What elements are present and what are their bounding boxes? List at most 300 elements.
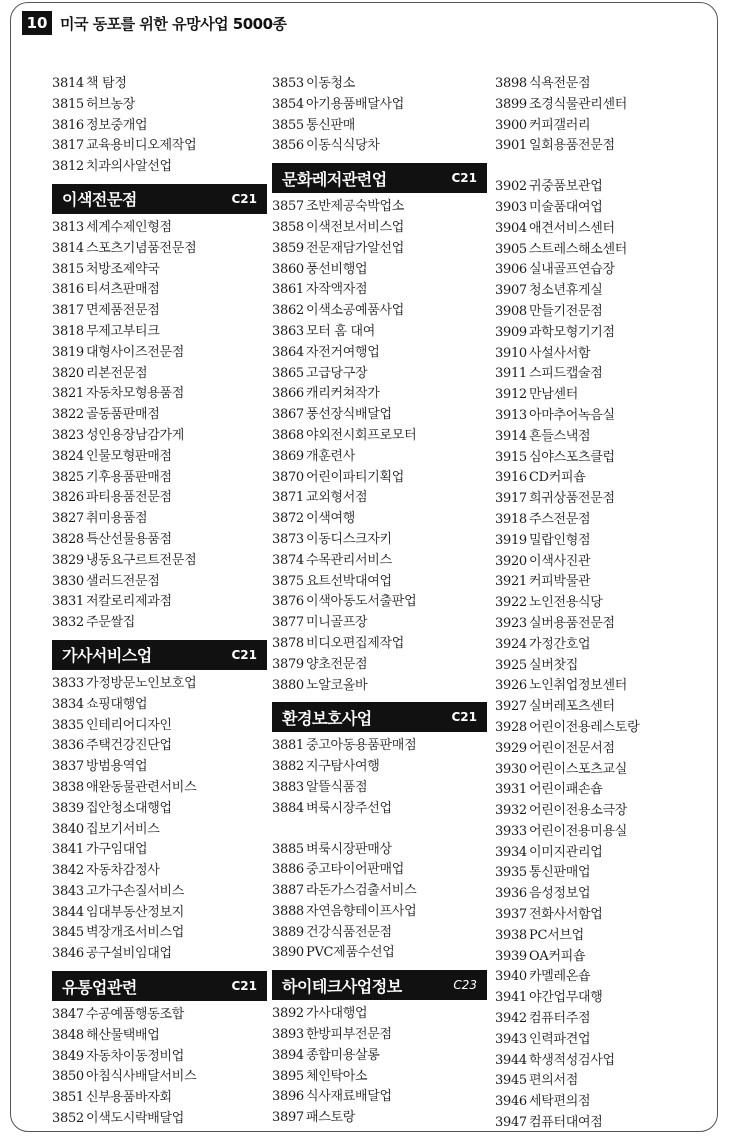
item-list	[52, 74, 267, 178]
item-code: 3908	[495, 303, 527, 319]
item-name: 조반제공숙박업소	[306, 199, 405, 215]
list-item	[272, 280, 487, 301]
item-name: 중고타이어판매업	[306, 862, 405, 878]
item-code: 3898	[495, 76, 527, 91]
list-item	[495, 967, 710, 988]
item-name: 주문쌀집	[86, 615, 136, 631]
item-code: 3857	[272, 199, 304, 215]
list-item	[272, 343, 487, 364]
item-code: 3882	[272, 759, 304, 775]
item-name: 실내골프연습장	[529, 262, 615, 278]
item-code: 3845	[52, 925, 84, 941]
item-code: 3815	[52, 96, 84, 112]
list-item	[495, 739, 710, 760]
item-name: 이색여행	[306, 511, 356, 527]
item-code: 3880	[272, 677, 304, 693]
item-name: 종합미용살롱	[306, 1047, 380, 1063]
list-item	[52, 736, 267, 757]
item-name: 신부용품바자회	[86, 1090, 172, 1106]
list-item	[52, 1026, 267, 1047]
item-name: 스트레스해소센터	[529, 241, 628, 257]
item-name: CD커피숍	[529, 470, 586, 486]
item-code: 3912	[495, 387, 527, 403]
item-code: 3837	[52, 759, 84, 775]
list-item	[495, 136, 710, 157]
item-code: 3863	[272, 323, 304, 339]
list-item	[272, 655, 487, 676]
section-code: C21	[231, 979, 257, 994]
item-code: 3918	[495, 511, 527, 527]
list-item	[495, 635, 710, 656]
item-code: 3896	[272, 1089, 304, 1105]
item-code: 3853	[272, 76, 304, 91]
list-item	[52, 592, 267, 613]
section-title: 이색전문점	[62, 190, 137, 210]
section-code: C23	[453, 978, 477, 993]
item-code: 3824	[52, 448, 84, 464]
list-item	[495, 531, 710, 552]
item-name: 아기용품배달사업	[306, 96, 405, 112]
section-header	[272, 163, 487, 193]
item-code: 3818	[52, 323, 84, 339]
list-item	[495, 988, 710, 1009]
item-name: 어린이스포츠교실	[529, 761, 628, 777]
item-code: 3829	[52, 552, 84, 568]
item-name: 가정간호업	[529, 636, 591, 652]
item-code: 3886	[272, 862, 304, 878]
item-name: 실버레포츠센터	[529, 699, 615, 715]
item-code: 3876	[272, 594, 304, 610]
list-item	[52, 674, 267, 695]
item-code: 3928	[495, 719, 527, 735]
list-item	[52, 116, 267, 137]
list-item	[495, 323, 710, 344]
list-item	[495, 510, 710, 531]
item-name: 티셔츠판매점	[86, 282, 160, 298]
list-item	[272, 613, 487, 634]
item-code: 3868	[272, 427, 304, 443]
item-name: 임대부동산정보지	[86, 904, 185, 920]
item-code: 3838	[52, 779, 84, 795]
item-code: 3920	[495, 553, 527, 569]
list-item	[52, 530, 267, 551]
list-item	[272, 239, 487, 260]
item-code: 3947	[495, 1115, 527, 1131]
list-item	[52, 509, 267, 530]
item-code: 3846	[52, 946, 84, 962]
item-code: 3924	[495, 636, 527, 652]
item-code: 3862	[272, 303, 304, 319]
item-name: 집안청소대행업	[86, 800, 172, 816]
item-code: 3820	[52, 365, 84, 381]
item-code: 3816	[52, 282, 84, 298]
item-code: 3903	[495, 199, 527, 215]
list-item	[495, 656, 710, 677]
item-list	[272, 840, 487, 965]
item-code: 3888	[272, 903, 304, 919]
item-code: 3935	[495, 865, 527, 881]
list-item	[52, 218, 267, 239]
list-item	[52, 364, 267, 385]
item-code: 3897	[272, 1110, 304, 1126]
item-code: 3943	[495, 1031, 527, 1047]
item-code: 3929	[495, 740, 527, 756]
item-code: 3812	[52, 159, 84, 175]
item-name: 전화사서함업	[529, 907, 603, 923]
item-name: 라돈가스검출서비스	[306, 883, 417, 899]
item-name: 비디오편집제작업	[306, 635, 405, 651]
item-code: 3944	[495, 1052, 527, 1068]
item-code: 3933	[495, 823, 527, 839]
list-item	[52, 239, 267, 260]
list-item	[495, 614, 710, 635]
item-name: 자연음향테이프사업	[306, 903, 417, 919]
item-code: 3917	[495, 491, 527, 507]
item-name: 밀랍인형점	[529, 532, 591, 548]
item-code: 3833	[52, 675, 84, 691]
section-header	[52, 971, 267, 1001]
item-code: 3922	[495, 595, 527, 611]
item-code: 3869	[272, 448, 304, 464]
item-name: 교육용비디오제작업	[86, 138, 197, 154]
item-code: 3945	[495, 1073, 527, 1089]
item-code: 3881	[272, 738, 304, 754]
section-header	[52, 184, 267, 214]
item-code: 3930	[495, 761, 527, 777]
item-code: 3821	[52, 386, 84, 402]
list-item	[495, 95, 710, 116]
list-item	[495, 1092, 710, 1113]
item-code: 3942	[495, 1011, 527, 1027]
item-name: 어린이전용미용실	[529, 823, 628, 839]
list-item	[272, 447, 487, 468]
list-item	[495, 760, 710, 781]
list-item	[272, 426, 487, 447]
item-name: 면제품전문점	[86, 303, 160, 319]
list-item	[52, 820, 267, 841]
item-name: 통신판매업	[529, 865, 591, 881]
page-number: 10	[22, 11, 52, 35]
item-name: OA커피숍	[529, 948, 586, 964]
item-code: 3895	[272, 1068, 304, 1084]
item-code: 3925	[495, 657, 527, 673]
item-code: 3907	[495, 283, 527, 299]
item-code: 3854	[272, 96, 304, 112]
list-item	[272, 74, 487, 95]
item-name: 흔들스낵점	[529, 428, 591, 444]
item-code: 3874	[272, 552, 304, 568]
item-code: 3889	[272, 924, 304, 940]
list-item	[495, 697, 710, 718]
item-code: 3825	[52, 469, 84, 485]
item-name: 만들기전문점	[529, 303, 603, 319]
section-code: C21	[231, 647, 257, 662]
item-code: 3934	[495, 844, 527, 860]
list-item	[52, 613, 267, 634]
item-name: 개훈련사	[306, 448, 356, 464]
list-item	[272, 592, 487, 613]
list-item	[272, 197, 487, 218]
list-item	[495, 1071, 710, 1092]
item-name: 성인용장남감가게	[86, 427, 185, 443]
item-name: 체인탁아소	[306, 1068, 368, 1084]
section-header	[272, 970, 487, 1000]
item-code: 3849	[52, 1048, 84, 1064]
item-name: 일회용품전문점	[529, 138, 615, 154]
list-item	[52, 903, 267, 924]
item-code: 3858	[272, 219, 304, 235]
item-code: 3831	[52, 594, 84, 610]
item-name: 중고아동용품판매점	[306, 738, 417, 754]
list-item	[495, 116, 710, 137]
item-code: 3873	[272, 531, 304, 547]
item-name: 이동청소	[306, 76, 356, 91]
item-name: 이색소공예품사업	[306, 303, 405, 319]
item-name: 기후용품판매점	[86, 469, 172, 485]
list-item	[52, 572, 267, 593]
list-item	[52, 757, 267, 778]
item-name: 노인전용식당	[529, 595, 603, 611]
item-name: 세계수제인형점	[86, 219, 172, 235]
list-item	[495, 198, 710, 219]
item-code: 3919	[495, 532, 527, 548]
item-name: 조경식물관리센터	[529, 96, 628, 112]
list-item	[52, 1109, 267, 1130]
item-code: 3927	[495, 699, 527, 715]
list-item	[52, 1067, 267, 1088]
item-name: 어린이패손숍	[529, 782, 603, 798]
list-item	[495, 406, 710, 427]
item-code: 3830	[52, 573, 84, 589]
list-item	[272, 116, 487, 137]
list-item	[272, 634, 487, 655]
item-name: 벼룩시장판매상	[306, 841, 392, 857]
list-item	[52, 695, 267, 716]
item-name: 지구탐사여행	[306, 759, 380, 775]
list-item	[272, 509, 487, 530]
item-code: 3816	[52, 117, 84, 133]
item-code: 3844	[52, 904, 84, 920]
item-code: 3926	[495, 678, 527, 694]
item-code: 3932	[495, 803, 527, 819]
item-name: 알뜰식품점	[306, 779, 368, 795]
item-code: 3841	[52, 842, 84, 858]
section-code: C21	[231, 191, 257, 206]
list-item	[495, 572, 710, 593]
item-name: 공구설비임대업	[86, 946, 172, 962]
list-item	[52, 944, 267, 965]
item-name: 귀중품보관업	[529, 179, 603, 195]
list-item	[52, 488, 267, 509]
item-name: 파티용품전문점	[86, 490, 172, 506]
item-name: PVC제품수선업	[306, 945, 395, 961]
list-item	[52, 322, 267, 343]
item-code: 3839	[52, 800, 84, 816]
item-code: 3832	[52, 615, 84, 631]
item-name: 청소년휴게실	[529, 283, 603, 299]
list-item	[272, 1046, 487, 1067]
list-item	[272, 301, 487, 322]
section-header	[52, 640, 267, 670]
list-item	[495, 260, 710, 281]
item-name: 양초전문점	[306, 656, 368, 672]
list-item	[495, 240, 710, 261]
list-item	[495, 926, 710, 947]
item-name: 이색아동도서출판업	[306, 594, 417, 610]
list-item	[272, 1025, 487, 1046]
item-list	[272, 74, 487, 157]
item-code: 3911	[495, 366, 527, 382]
item-name: 스포츠기념품전문점	[86, 240, 197, 256]
list-item	[495, 905, 710, 926]
list-item	[52, 74, 267, 95]
item-name: 모터 홈 대여	[306, 323, 375, 339]
list-item	[272, 218, 487, 239]
item-name: 주택건강진단업	[86, 738, 172, 754]
list-item	[495, 219, 710, 240]
item-code: 3814	[52, 240, 84, 256]
item-code: 3894	[272, 1047, 304, 1063]
list-item	[272, 881, 487, 902]
list-item	[52, 1005, 267, 1026]
item-name: 샐러드전문점	[86, 573, 160, 589]
list-item	[272, 778, 487, 799]
item-code: 3893	[272, 1027, 304, 1043]
item-name: 노인취업정보센터	[529, 678, 628, 694]
item-name: 컴퓨터주점	[529, 1011, 591, 1027]
item-name: 카멜레온숍	[529, 969, 591, 985]
item-name: 심야스포츠클럽	[529, 449, 615, 465]
item-code: 3923	[495, 615, 527, 631]
item-code: 3915	[495, 449, 527, 465]
list-item	[52, 157, 267, 178]
item-name: 허브농장	[86, 96, 136, 112]
list-item	[272, 736, 487, 757]
item-name: 어린이전용소극장	[529, 803, 628, 819]
item-code: 3931	[495, 782, 527, 798]
item-name: 미니골프장	[306, 615, 368, 631]
item-name: 수공예품행동조합	[86, 1007, 185, 1023]
list-item	[495, 302, 710, 323]
item-code: 3865	[272, 365, 304, 381]
item-code: 3939	[495, 948, 527, 964]
item-code: 3902	[495, 179, 527, 195]
list-item	[52, 260, 267, 281]
list-item	[495, 448, 710, 469]
item-name: 한방피부전문점	[306, 1027, 392, 1043]
item-code: 3819	[52, 344, 84, 360]
item-name: 특산선물용품점	[86, 531, 172, 547]
item-code: 3840	[52, 821, 84, 837]
list-item	[52, 840, 267, 861]
item-code: 3937	[495, 907, 527, 923]
item-name: 자작액자점	[306, 282, 368, 298]
item-code: 3870	[272, 469, 304, 485]
item-name: 취미용품점	[86, 511, 148, 527]
list-item	[495, 718, 710, 739]
list-item	[495, 676, 710, 697]
list-item	[495, 364, 710, 385]
item-code: 3875	[272, 573, 304, 589]
item-code: 3910	[495, 345, 527, 361]
item-code: 3946	[495, 1094, 527, 1110]
item-code: 3878	[272, 635, 304, 651]
list-item	[52, 426, 267, 447]
item-name: 컴퓨터대여점	[529, 1115, 603, 1131]
item-code: 3916	[495, 470, 527, 486]
list-item	[272, 95, 487, 116]
list-item	[52, 1047, 267, 1068]
item-code: 3879	[272, 656, 304, 672]
column-1	[52, 74, 267, 1130]
item-code: 3827	[52, 511, 84, 527]
item-name: 풍선비행업	[306, 261, 368, 277]
item-list	[52, 1005, 267, 1130]
list-item	[495, 1009, 710, 1030]
item-code: 3817	[52, 303, 84, 319]
section-header	[272, 702, 487, 732]
item-name: 희귀상품전문점	[529, 491, 615, 507]
section-title: 환경보호사업	[282, 708, 372, 728]
item-name: 음성정보업	[529, 886, 591, 902]
item-name: 리본전문점	[86, 365, 148, 381]
item-code: 3843	[52, 883, 84, 899]
list-item	[495, 801, 710, 822]
item-name: 어린이전용레스토랑	[529, 719, 640, 735]
list-item	[272, 1004, 487, 1025]
list-item	[495, 1051, 710, 1072]
item-name: 식사재료배달업	[306, 1089, 392, 1105]
item-name: 자동차모형용품점	[86, 386, 185, 402]
list-item	[272, 1067, 487, 1088]
item-code: 3813	[52, 219, 84, 235]
item-code: 3877	[272, 615, 304, 631]
item-name: 애완동물관련서비스	[86, 779, 197, 795]
list-item	[495, 385, 710, 406]
list-item	[272, 488, 487, 509]
list-item	[495, 489, 710, 510]
list-item	[272, 260, 487, 281]
section-title: 가사서비스업	[62, 646, 152, 666]
list-item	[52, 716, 267, 737]
item-name: 실버용품전문점	[529, 615, 615, 631]
list-item	[272, 572, 487, 593]
item-code: 3940	[495, 969, 527, 985]
list-item	[272, 943, 487, 964]
list-item	[52, 447, 267, 468]
list-item	[495, 74, 710, 95]
item-name: 이미지관리업	[529, 844, 603, 860]
item-name: 교외형서점	[306, 490, 368, 506]
item-name: 책 탐정	[86, 76, 127, 91]
item-code: 3914	[495, 428, 527, 444]
item-code: 3848	[52, 1027, 84, 1043]
page-header	[22, 10, 287, 36]
item-code: 3904	[495, 220, 527, 236]
list-item	[272, 468, 487, 489]
item-code: 3814	[52, 76, 84, 91]
list-item	[272, 551, 487, 572]
item-name: 미술품대여업	[529, 199, 603, 215]
item-name: 무제고부티크	[86, 323, 160, 339]
item-name: 골동품판매점	[86, 407, 160, 423]
list-item	[272, 384, 487, 405]
item-name: 이색도시락배달업	[86, 1111, 185, 1127]
item-code: 3859	[272, 240, 304, 256]
item-code: 3834	[52, 696, 84, 712]
list-item	[272, 902, 487, 923]
section-title: 하이테크사업정보	[282, 976, 402, 996]
